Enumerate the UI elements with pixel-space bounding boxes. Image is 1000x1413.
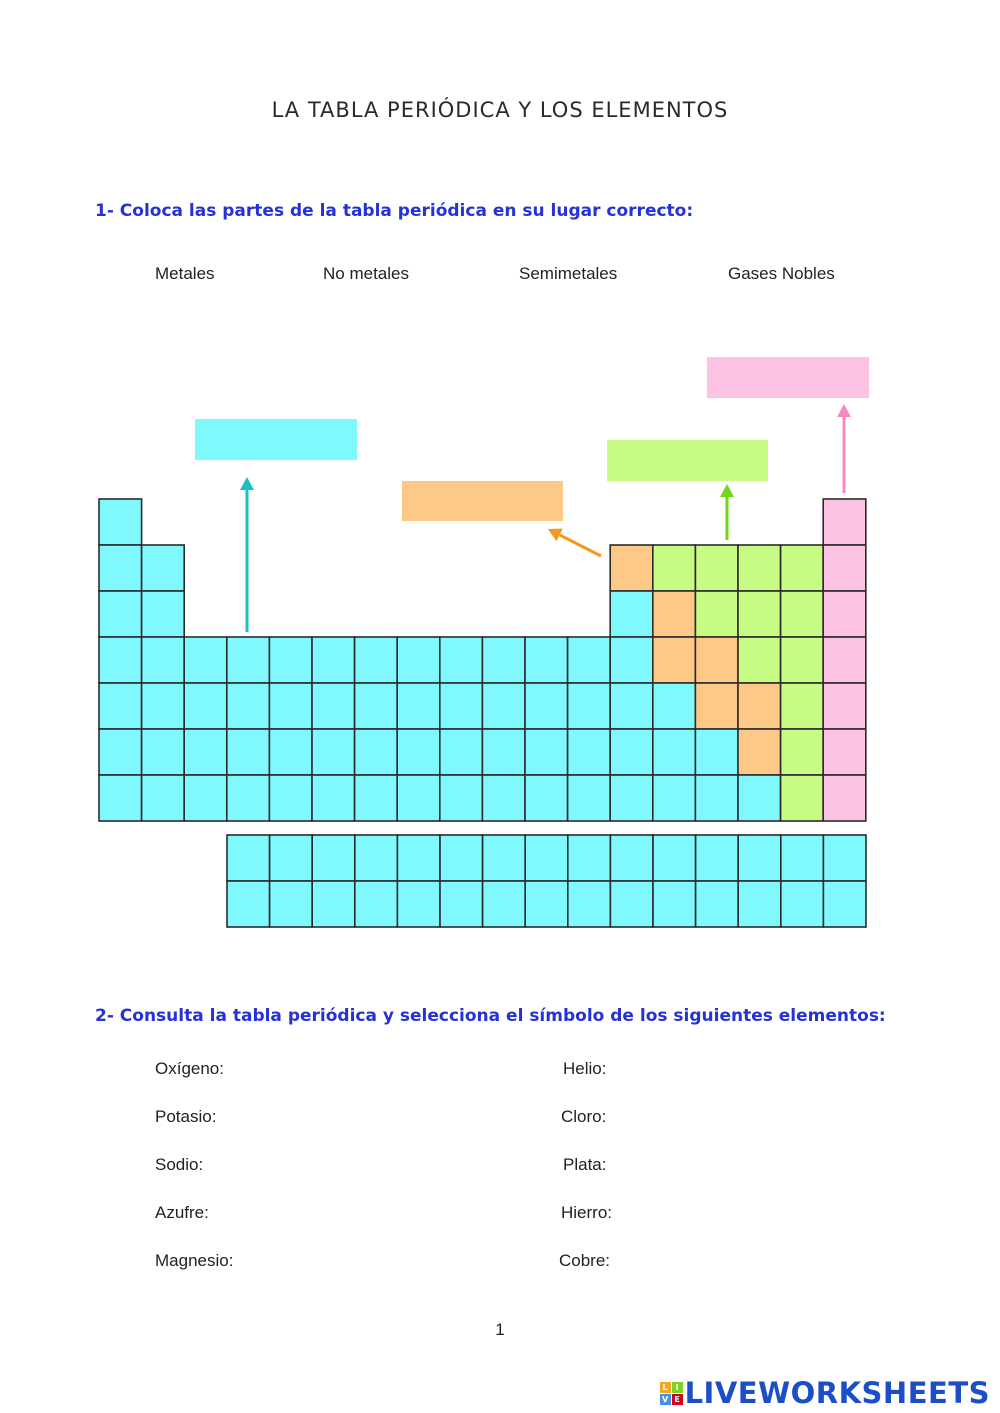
element-cell	[695, 729, 738, 775]
element-cell	[397, 637, 440, 683]
element-cell	[482, 637, 525, 683]
element-cell	[269, 683, 312, 729]
element-cell	[738, 591, 781, 637]
element-cell	[823, 499, 866, 545]
element-cell	[738, 881, 781, 927]
periodic-table-lanthanides	[227, 835, 866, 927]
element-cell	[483, 881, 526, 927]
element-cell	[823, 729, 866, 775]
element-cell	[227, 835, 270, 881]
element-cell	[312, 729, 355, 775]
word-no-metales[interactable]: No metales	[323, 264, 409, 283]
element-cell	[568, 835, 611, 881]
arrow-metales	[240, 477, 254, 632]
element-cell	[227, 729, 270, 775]
element-cell	[823, 835, 866, 881]
label-oxigeno: Oxígeno:	[155, 1059, 224, 1078]
arrow-semimetales	[548, 529, 601, 556]
element-cell	[525, 835, 568, 881]
element-cell	[440, 775, 483, 821]
element-cell	[440, 683, 483, 729]
element-cell	[397, 775, 440, 821]
element-cell	[653, 683, 696, 729]
word-gases-nobles[interactable]: Gases Nobles	[728, 264, 835, 283]
element-cell	[610, 775, 653, 821]
element-cell	[270, 881, 313, 927]
element-cell	[695, 545, 738, 591]
element-cell	[653, 775, 696, 821]
element-cell	[781, 683, 824, 729]
label-plata: Plata:	[563, 1155, 607, 1174]
element-cell	[781, 591, 824, 637]
element-cell	[653, 881, 696, 927]
element-cell	[440, 729, 483, 775]
element-cell	[610, 591, 653, 637]
label-potasio: Potasio:	[155, 1107, 217, 1126]
element-cell	[823, 545, 866, 591]
element-cell	[653, 591, 696, 637]
element-cell	[823, 683, 866, 729]
question-1: 1- Coloca las partes de la tabla periódica en su lugar correcto:	[95, 201, 694, 221]
element-cell	[312, 683, 355, 729]
element-cell	[142, 775, 185, 821]
element-cell	[823, 775, 866, 821]
element-cell	[525, 683, 568, 729]
brand-name: LIVEWORKSHEETS	[684, 1376, 990, 1410]
logo-letter-v: V	[660, 1394, 671, 1405]
element-cell	[525, 775, 568, 821]
element-cell	[781, 835, 824, 881]
element-cell	[142, 545, 185, 591]
element-cell	[610, 729, 653, 775]
element-cell	[738, 729, 781, 775]
element-cell	[184, 637, 227, 683]
element-cell	[695, 775, 738, 821]
element-cell	[696, 835, 739, 881]
element-cell	[653, 637, 696, 683]
element-cell	[99, 545, 142, 591]
element-cell	[440, 835, 483, 881]
element-cell	[568, 775, 611, 821]
element-cell	[738, 683, 781, 729]
element-cell	[99, 637, 142, 683]
label-azufre: Azufre:	[155, 1203, 209, 1222]
element-cell	[525, 881, 568, 927]
element-cell	[781, 881, 824, 927]
element-cell	[781, 775, 824, 821]
element-cell	[440, 637, 483, 683]
element-cell	[312, 637, 355, 683]
element-cell	[312, 775, 355, 821]
logo-letter-i: I	[672, 1382, 683, 1393]
element-cell	[440, 881, 483, 927]
element-cell	[695, 591, 738, 637]
element-cell	[269, 637, 312, 683]
element-cell	[568, 881, 611, 927]
arrow-no-metales	[720, 484, 734, 540]
element-cell	[738, 545, 781, 591]
element-cell	[99, 775, 142, 821]
element-cell	[99, 499, 142, 545]
word-metales[interactable]: Metales	[155, 264, 215, 283]
page-title: LA TABLA PERIÓDICA Y LOS ELEMENTOS	[271, 98, 729, 122]
label-cobre: Cobre:	[559, 1251, 611, 1270]
label-sodio: Sodio:	[155, 1155, 204, 1174]
element-cell	[610, 881, 653, 927]
element-cell	[227, 637, 270, 683]
logo-icon	[660, 1382, 683, 1405]
element-cell	[184, 729, 227, 775]
element-cell	[653, 729, 696, 775]
label-magnesio: Magnesio:	[155, 1251, 234, 1270]
word-semimetales[interactable]: Semimetales	[519, 264, 618, 283]
element-cell	[99, 683, 142, 729]
element-cell	[653, 545, 696, 591]
element-cell	[355, 683, 398, 729]
element-cell	[695, 683, 738, 729]
element-cell	[355, 729, 398, 775]
element-cell	[738, 835, 781, 881]
element-cell	[781, 637, 824, 683]
arrow-gases-nobles	[837, 404, 851, 493]
element-cell	[355, 775, 398, 821]
element-cell	[312, 835, 355, 881]
element-cell	[312, 881, 355, 927]
element-cell	[483, 835, 526, 881]
element-cell	[99, 591, 142, 637]
element-cell	[142, 729, 185, 775]
liveworksheets-logo	[660, 1376, 990, 1410]
element-cell	[823, 591, 866, 637]
element-cell	[99, 729, 142, 775]
element-cell	[397, 729, 440, 775]
element-cell	[142, 683, 185, 729]
element-cell	[568, 637, 611, 683]
element-cell	[738, 775, 781, 821]
element-cell	[610, 683, 653, 729]
question-2: 2- Consulta la tabla periódica y selecciona el símbolo de los siguientes elementos:	[95, 1006, 886, 1026]
element-cell	[482, 775, 525, 821]
element-cell	[397, 683, 440, 729]
element-cell	[227, 683, 270, 729]
element-cell	[525, 637, 568, 683]
element-cell	[610, 835, 653, 881]
element-cell	[227, 881, 270, 927]
element-cell	[184, 683, 227, 729]
element-cell	[355, 835, 398, 881]
element-cell	[653, 835, 696, 881]
element-cell	[482, 683, 525, 729]
element-cell	[781, 729, 824, 775]
element-cell	[823, 881, 866, 927]
element-cell	[695, 637, 738, 683]
element-cell	[610, 637, 653, 683]
element-cell	[823, 637, 866, 683]
element-cell	[227, 775, 270, 821]
logo-letter-l: L	[660, 1382, 671, 1393]
element-cell	[184, 775, 227, 821]
element-cell	[525, 729, 568, 775]
element-cell	[355, 637, 398, 683]
label-hierro: Hierro:	[561, 1203, 613, 1222]
element-cell	[568, 683, 611, 729]
periodic-table-main	[99, 499, 866, 821]
label-helio: Helio:	[563, 1059, 607, 1078]
element-cell	[142, 637, 185, 683]
element-cell	[482, 729, 525, 775]
element-cell	[142, 591, 185, 637]
element-cell	[270, 835, 313, 881]
element-cell	[355, 881, 398, 927]
element-cell	[696, 881, 739, 927]
element-cell	[610, 545, 653, 591]
element-cell	[568, 729, 611, 775]
element-cell	[781, 545, 824, 591]
page-number: 1	[495, 1320, 505, 1339]
element-cell	[397, 835, 440, 881]
element-cell	[397, 881, 440, 927]
element-cell	[269, 729, 312, 775]
element-cell	[269, 775, 312, 821]
label-cloro: Cloro:	[561, 1107, 607, 1126]
logo-letter-e: E	[672, 1394, 683, 1405]
element-cell	[738, 637, 781, 683]
